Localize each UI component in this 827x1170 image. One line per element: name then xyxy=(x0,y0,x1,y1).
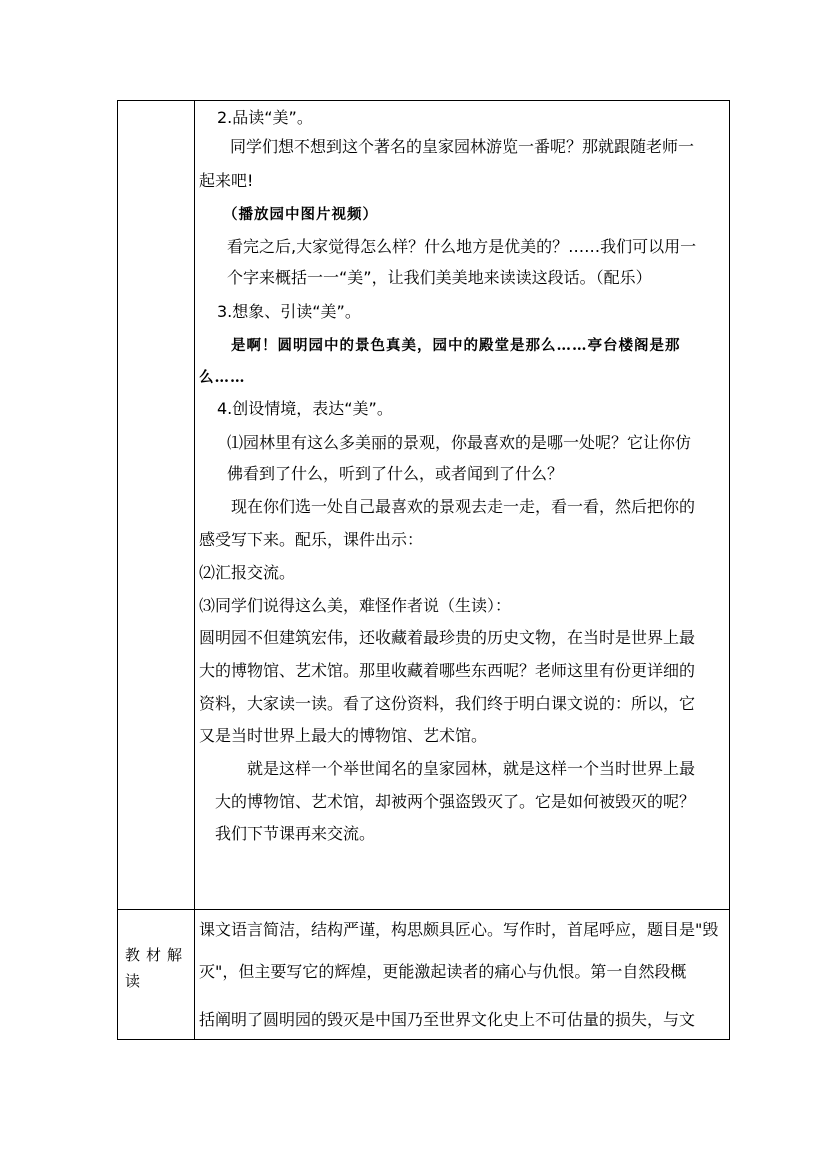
analysis-line: 括阐明了圆明园的毁灭是中国乃至世界文化史上不可估量的损失，与文 xyxy=(199,1010,696,1029)
paragraph: 个字来概括一一“美”，让我们美美地来读读这段话。（配乐） xyxy=(227,268,652,287)
list-item: ⑵汇报交流。 xyxy=(199,563,296,582)
list-item: ⑶同学们说得这么美，难怪作者说（生读）： xyxy=(199,596,512,615)
paragraph: 就是这样一个举世闻名的皇家园林，就是这样一个当时世界上最 xyxy=(247,759,696,778)
kai-paragraph: 么…… xyxy=(199,369,246,386)
list-item: 佛看到了什么，听到了什么，或者闻到了什么？ xyxy=(227,464,564,483)
paragraph: 看完之后,大家觉得怎么样？什么地方是优美的？……我们可以用一 xyxy=(227,237,697,256)
row-label: 读 xyxy=(125,972,147,990)
heading-2: 2.品读“美”。 xyxy=(217,108,313,127)
heading-4: 4.创设情境，表达“美”。 xyxy=(217,399,393,418)
paragraph: 又是当时世界上最大的博物馆、艺术馆。 xyxy=(199,726,488,745)
kai-paragraph: 是啊！圆明园中的景色真美，园中的殿堂是那么……亭台楼阁是那 xyxy=(231,337,681,354)
paragraph: 我们下节课再来交流。 xyxy=(215,824,376,843)
teaching-process-cell xyxy=(195,100,730,909)
paragraph: 大的博物馆、艺术馆，却被两个强盗毁灭了。它是如何被毁灭的呢？ xyxy=(215,792,696,811)
lesson-table xyxy=(117,100,730,1040)
analysis-line: 课文语言简洁，结构严谨，构思颇具匠心。写作时，首尾呼应，题目是"毁 xyxy=(199,920,719,939)
paragraph: 现在你们选一处自己最喜欢的景观去走一走，看一看，然后把你的 xyxy=(231,497,696,516)
analysis-line: 灭"，但主要写它的辉煌，更能激起读者的痛心与仇恨。第一自然段概 xyxy=(199,962,687,981)
row-label: 教材解 xyxy=(125,946,189,964)
table-border-bottom xyxy=(117,1039,730,1040)
list-item: ⑴园林里有这么多美丽的景观，你最喜欢的是哪一处呢？它让你仿 xyxy=(227,433,692,452)
table-border-left xyxy=(117,100,118,1040)
stage-note: （播放园中图片视频） xyxy=(223,206,378,223)
paragraph: 大的博物馆、艺术馆。那里收藏着哪些东西呢？老师这里有份更详细的 xyxy=(199,661,696,680)
paragraph: 圆明园不但建筑宏伟，还收藏着最珍贵的历史文物，在当时是世界上最 xyxy=(199,628,696,647)
paragraph: 资料，大家读一读。看了这份资料，我们终于明白课文说的：所以，它 xyxy=(199,694,696,713)
paragraph: 同学们想不想到这个著名的皇家园林游览一番呢？那就跟随老师一 xyxy=(230,137,695,156)
heading-3: 3.想象、引读“美”。 xyxy=(217,302,361,321)
table-row-divider xyxy=(117,909,730,910)
paragraph: 感受写下来。配乐，课件出示： xyxy=(199,530,424,549)
paragraph: 起来吧! xyxy=(199,171,254,190)
